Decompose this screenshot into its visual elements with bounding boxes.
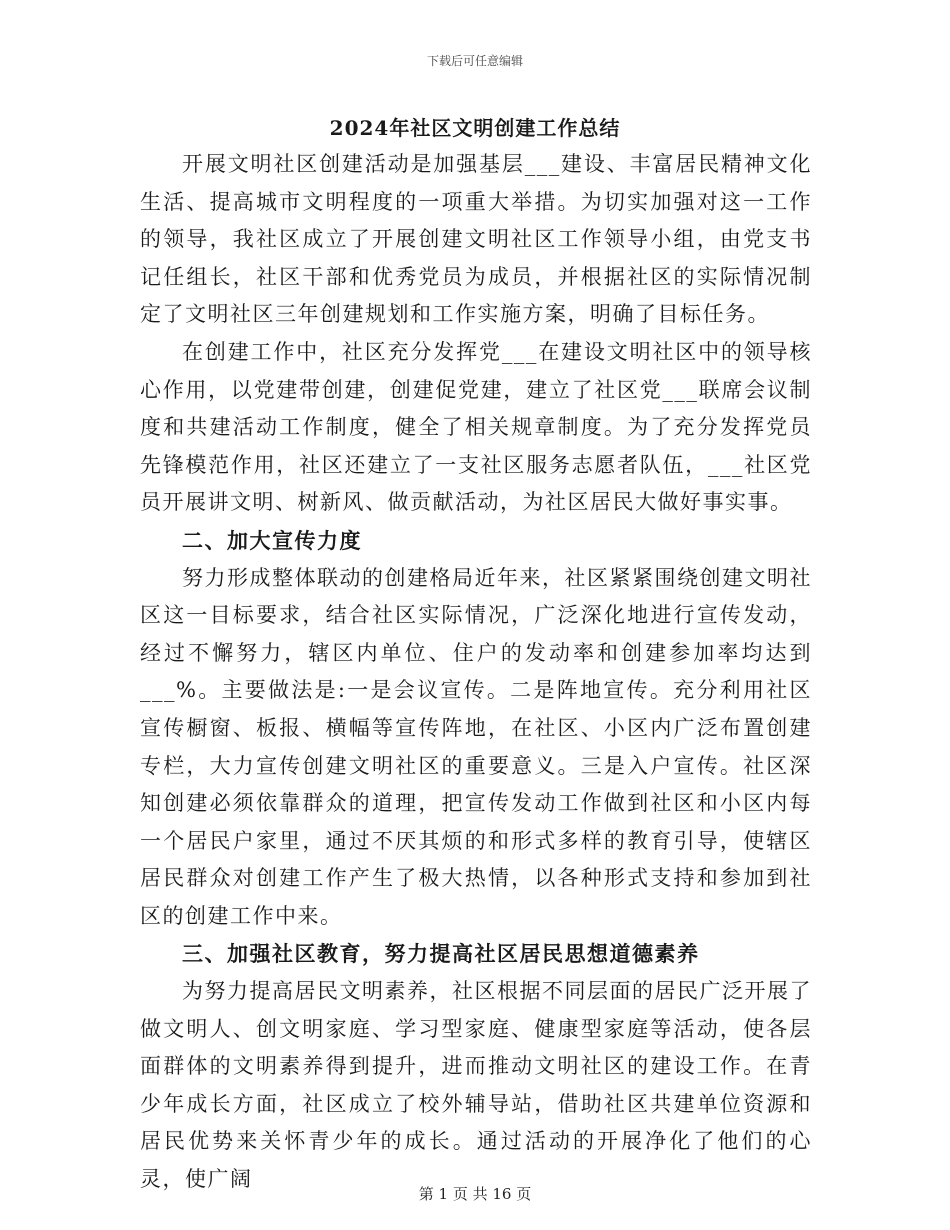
- page-header: 下载后可任意编辑: [426, 54, 523, 68]
- document-body: [140, 146, 812, 1199]
- section-heading-education: 三、加强社区教育，努力提高社区居民思想道德素养: [182, 941, 700, 967]
- paragraph-education: 为努力提高居民文明素养，社区根据不同层面的居民广泛开展了做文明人、创文明家庭、学习型家庭、健康型家庭等活动，使各层面群体的文明素养得到提升，进而推动文明社区的建设工作。在青少年成长方面，社区成立了校外辅导站，借助社区共建单位资源和居民优势来关怀青少年的成长。通过活动的开展净化了他们的心灵，使广阔: [140, 979, 812, 1192]
- page-footer: 第 1 页 共 16 页: [418, 1185, 532, 1203]
- paragraph-intro: 开展文明社区创建活动是加强基层___建设、丰富居民精神文化生活、提高城市文明程度的一项重大举措。为切实加强对这一工作的领导，我社区成立了开展创建文明社区工作领导小组，由党支书记任组长，社区干部和优秀党员为成员，并根据社区的实际情况制定了文明社区三年创建规划和工作实施方案，明确了目标任务。: [140, 152, 812, 327]
- section-heading-publicity: 二、加大宣传力度: [182, 527, 362, 553]
- document-title: 2024年社区文明创建工作总结: [329, 116, 621, 140]
- paragraph-publicity: 努力形成整体联动的创建格局近年来，社区紧紧围绕创建文明社区这一目标要求，结合社区实际情况，广泛深化地进行宣传发动，经过不懈努力，辖区内单位、住户的发动率和创建参加率均达到___%。主要做法是:一是会议宣传。二是阵地宣传。充分利用社区宣传橱窗、板报、横幅等宣传阵地，在社区、小区内广泛布置创建专栏，大力宣传创建文明社区的重要意义。三是入户宣传。社区深知创建必须依靠群众的道理，把宣传发动工作做到社区和小区内每一个居民户家里，通过不厌其烦的和形式多样的教育引导，使辖区居民群众对创建工作产生了极大热情，以各种形式支持和参加到社区的创建工作中来。: [140, 565, 812, 928]
- paragraph-party-building: 在创建工作中，社区充分发挥党___在建设文明社区中的领导核心作用，以党建带创建，创建促党建，建立了社区党___联席会议制度和共建活动工作制度，健全了相关规章制度。为了充分发挥党员先锋模范作用，社区还建立了一支社区服务志愿者队伍，___社区党员开展讲文明、树新风、做贡献活动，为社区居民大做好事实事。: [140, 339, 812, 515]
